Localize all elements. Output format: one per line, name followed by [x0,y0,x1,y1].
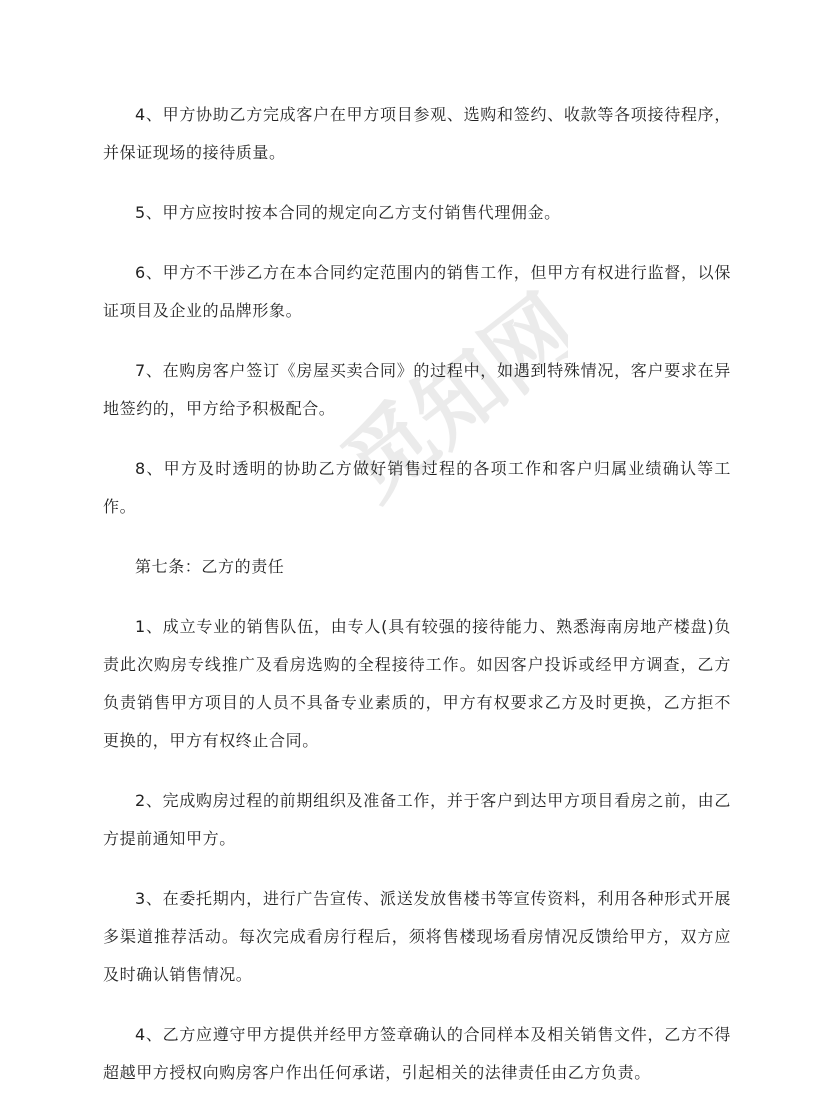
clause-party-a-5: 5、甲方应按时按本合同的规定向乙方支付销售代理佣金。 [135,203,561,222]
clause-party-b-4: 4、乙方应遵守甲方提供并经甲方签章确认的合同样本及相关销售文件，乙方不得超越甲方授权向购房客户作出任何承诺，引起相关的法律责任由乙方负责。 [103,1025,731,1082]
clause-party-b-2: 2、完成购房过程的前期组织及准备工作，并于客户到达甲方项目看房之前，由乙方提前通知甲方。 [103,791,731,848]
clause-party-a-4: 4、甲方协助乙方完成客户在甲方项目参观、选购和签约、收款等各项接待程序，并保证现场的接待质量。 [103,105,731,162]
clause-party-b-3: 3、在委托期内，进行广告宣传、派送发放售楼书等宣传资料，利用各种形式开展多渠道推荐活动。每次完成看房行程后，须将售楼现场看房情况反馈给甲方，双方应及时确认销售情况。 [103,889,731,984]
clause-party-a-8: 8、甲方及时透明的协助乙方做好销售过程的各项工作和客户归属业绩确认等工作。 [103,459,731,516]
clause-party-a-7: 7、在购房客户签订《房屋买卖合同》的过程中，如遇到特殊情况，客户要求在异地签约的，甲方给予积极配合。 [103,361,731,418]
clause-party-a-6: 6、甲方不干涉乙方在本合同约定范围内的销售工作，但甲方有权进行监督，以保证项目及企业的品牌形象。 [103,263,731,320]
document-body [103,96,731,1114]
watermark-text: 觅知网 [323,275,568,510]
section-heading-article-7: 第七条：乙方的责任 [135,557,285,576]
clause-party-b-1: 1、成立专业的销售队伍，由专人(具有较强的接待能力、熟悉海南房地产楼盘)负责此次购房专线推广及看房选购的全程接待工作。如因客户投诉或经甲方调查，乙方负责销售甲方项目的人员不具备专业素质的，甲方有权要求乙方及时更换，乙方拒不更换的，甲方有权终止合同。 [103,617,731,750]
